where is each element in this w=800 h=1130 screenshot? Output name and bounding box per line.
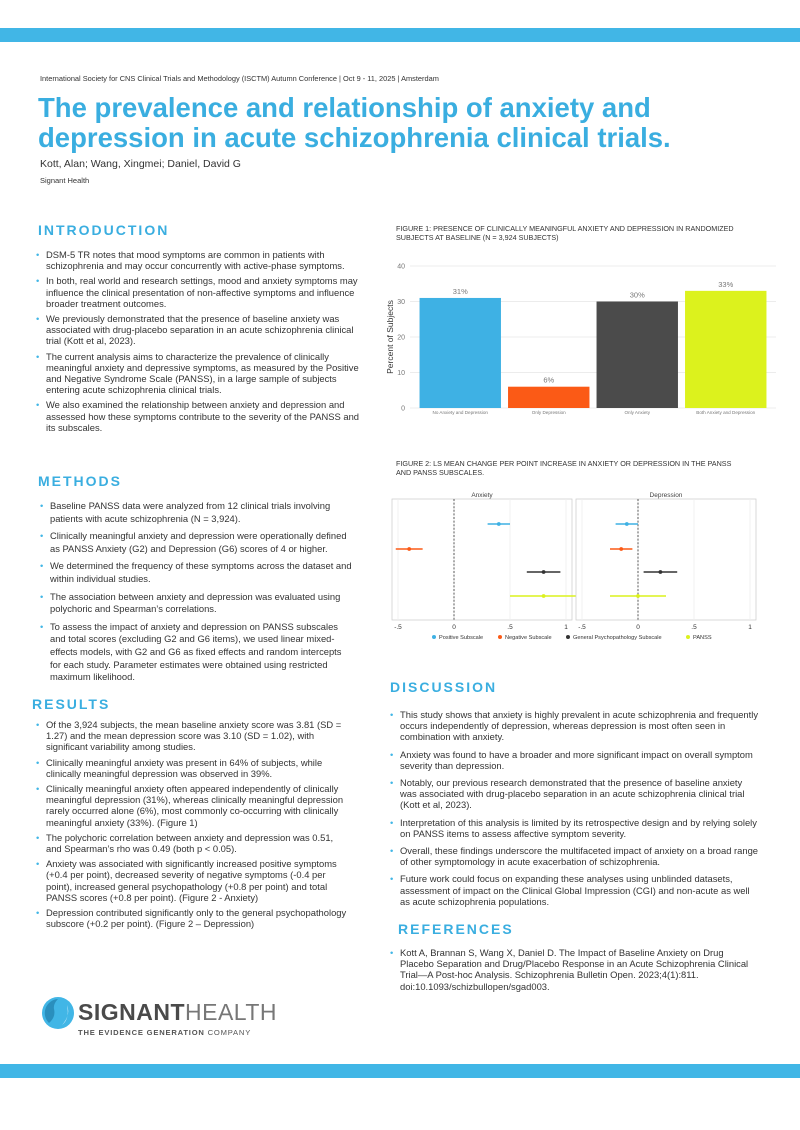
point-estimate xyxy=(636,594,640,598)
x-tick-label: 0 xyxy=(636,624,640,631)
logo-tagline xyxy=(78,1028,251,1037)
bar xyxy=(508,387,589,408)
y-axis-label: Percent of Subjects xyxy=(385,300,395,374)
references-list xyxy=(390,947,760,992)
x-tick-label: -.5 xyxy=(394,624,402,631)
list-item: • We also examined the relationship between anxiety and depression and assessed how these symptoms contribute to the severity of the PANSS and its subscales. xyxy=(36,399,368,433)
list-item: • Future work could focus on expanding these analyses using unblinded datasets, assessment of impact on the Clinical Global Impression (CGI) and non-acute as well as acute schizophrenia populations. xyxy=(390,873,760,907)
y-tick-label: 20 xyxy=(397,334,405,342)
panel-title: Depression xyxy=(649,492,683,499)
list-item: • Kott A, Brannan S, Wang X, Daniel D. The Impact of Baseline Anxiety on Drug Placebo Separation and Drug/Placebo Response in an Acute Schizophrenia Clinical Trial—A Post-hoc Analysis. Schizophrenia Bulletin Open. 2023;4(1):811. doi:10.1093/schizbullopen/sgad003. xyxy=(390,947,760,992)
top-accent-band xyxy=(0,28,800,42)
discussion-heading: DISCUSSION xyxy=(390,679,498,695)
list-item: • Depression contributed significantly only to the general psychopathology subscore (+0.2 per point). (Figure 2 – Depression) xyxy=(36,907,348,929)
x-tick-label: 1 xyxy=(748,624,752,631)
legend-swatch xyxy=(566,635,570,639)
x-tick-label: -.5 xyxy=(578,624,586,631)
point-estimate xyxy=(659,570,663,574)
list-item: • Clinically meaningful anxiety and depression were operationally defined as PANSS Anxiety (G2) and Depression (G6) scores of 4 or higher. xyxy=(40,530,352,555)
legend-label: Positive Subscale xyxy=(439,635,484,641)
x-tick-label: Only Depression xyxy=(531,410,566,415)
bar-value-label: 30% xyxy=(629,290,645,300)
list-item: • To assess the impact of anxiety and depression on PANSS subscales and total scores (excluding G2 and G6 items), we used linear mixed-effects models, with G2 and G6 as fixed effects and random intercepts for each study. Parameter estimates were obtained using restricted maximum likelihood. xyxy=(40,621,352,684)
y-tick-label: 0 xyxy=(401,405,405,413)
bar-value-label: 33% xyxy=(718,279,734,289)
figure1-caption-line-1: FIGURE 1: PRESENCE OF CLINICALLY MEANINGFUL ANXIETY AND DEPRESSION IN RANDOMIZED xyxy=(396,224,734,233)
x-tick-label: Both Anxiety and Depression xyxy=(696,410,756,415)
panel-frame xyxy=(576,499,756,620)
authors: Kott, Alan; Wang, Xingmei; Daniel, David G xyxy=(40,158,241,170)
title-line-1: The prevalence and relationship of anxiety and xyxy=(38,92,651,123)
bar-value-label: 31% xyxy=(452,286,468,296)
panel-frame xyxy=(392,499,572,620)
signant-logo xyxy=(40,995,300,1045)
legend-label: Negative Subscale xyxy=(505,635,552,641)
x-tick-label: No Anxiety and Depression xyxy=(432,410,488,415)
y-tick-label: 40 xyxy=(397,263,405,271)
panel-title: Anxiety xyxy=(471,492,493,499)
list-item: • Baseline PANSS data were analyzed from 12 clinical trials involving patients with acute schizophrenia (N = 3,924). xyxy=(40,500,352,525)
figure1-caption-line-2: SUBJECTS AT BASELINE (N = 3,924 SUBJECTS) xyxy=(396,233,559,243)
list-item: • We previously demonstrated that the presence of baseline anxiety was associated with drug-placebo separation in an acute schizophrenia clinical trial (Kott et al, 2023). xyxy=(36,313,368,347)
bar xyxy=(420,298,501,408)
x-tick-label: .5 xyxy=(507,624,513,631)
figure2-caption-line-1: FIGURE 2: LS MEAN CHANGE PER POINT INCREASE IN ANXIETY OR DEPRESSION IN THE PANSS xyxy=(396,459,732,468)
logo-tagline-light: COMPANY xyxy=(207,1028,252,1037)
y-tick-label: 30 xyxy=(397,299,405,306)
methods-heading: METHODS xyxy=(38,473,122,489)
figure2-caption-line-2: AND PANSS SUBSCALES. xyxy=(396,468,485,478)
x-tick-label: 1 xyxy=(564,624,568,631)
legend-label: PANSS xyxy=(693,635,712,641)
bottom-accent-band xyxy=(0,1064,800,1078)
list-item: • Anxiety was found to have a broader and more significant impact on overall symptom severity than depression. xyxy=(390,749,760,771)
affiliation: Signant Health xyxy=(40,176,90,185)
list-item: • Clinically meaningful anxiety was present in 64% of subjects, while clinically meaningful depression was observed in 39%. xyxy=(36,757,348,779)
x-tick-label: 0 xyxy=(452,624,456,631)
figure2-caption xyxy=(396,459,766,478)
list-item: • Overall, these findings underscore the multifaceted impact of anxiety on a broad range of other symptomology in acute exacerbation of schizophrenia. xyxy=(390,845,760,867)
references-heading: REFERENCES xyxy=(398,921,514,937)
poster-title xyxy=(38,93,778,153)
legend-swatch xyxy=(432,635,436,639)
x-tick-label: .5 xyxy=(691,624,697,631)
legend-swatch xyxy=(686,635,690,639)
bar xyxy=(685,291,766,408)
results-heading: RESULTS xyxy=(32,696,111,712)
logo-name-bold: SIGNANT xyxy=(78,999,185,1025)
point-estimate xyxy=(625,522,629,526)
list-item: • DSM-5 TR notes that mood symptoms are common in patients with schizophrenia and may occur concurrently with active-phase symptoms. xyxy=(36,249,368,271)
point-estimate xyxy=(542,570,546,574)
title-line-2: depression in acute schizophrenia clinical trials. xyxy=(38,122,671,153)
list-item: • The current analysis aims to characterize the prevalence of clinically meaningful anxiety and depressive symptoms, as measured by the Positive and Negative Syndrome Scale (PANSS), in a large sample of subjects entering acute schizophrenia clinical trials. xyxy=(36,351,368,396)
list-item: • This study shows that anxiety is highly prevalent in acute schizophrenia and frequently occurs independently of depression, whereas depression is most often seen in combination with anxiety. xyxy=(390,709,760,743)
bar xyxy=(597,302,678,409)
figure1-bar-chart xyxy=(384,256,784,426)
point-estimate xyxy=(407,547,411,551)
introduction-heading: INTRODUCTION xyxy=(38,222,170,238)
logo-name-light: HEALTH xyxy=(185,999,278,1025)
list-item: • The polychoric correlation between anxiety and depression was 0.51, and Spearman’s rho was 0.49 (both p < 0.05). xyxy=(36,832,348,854)
logo-wordmark xyxy=(78,999,277,1026)
signant-logo-icon xyxy=(40,995,76,1031)
point-estimate xyxy=(497,522,501,526)
y-tick-label: 10 xyxy=(397,370,405,377)
legend-swatch xyxy=(498,635,502,639)
discussion-list xyxy=(390,709,760,907)
list-item: • Interpretation of this analysis is limited by its retrospective design and by relying solely on PANSS items to assess affective symptom severity. xyxy=(390,817,760,839)
introduction-list xyxy=(36,249,368,433)
methods-list xyxy=(40,500,352,684)
conference-line: International Society for CNS Clinical Trials and Methodology (ISCTM) Autumn Conference | Oct 9 - 11, 2025 | Amsterdam xyxy=(40,74,439,83)
results-list xyxy=(36,719,348,929)
list-item: • We determined the frequency of these symptoms across the dataset and within individual studies. xyxy=(40,560,352,585)
point-estimate xyxy=(542,594,546,598)
x-tick-label: Only Anxiety xyxy=(624,410,651,415)
legend-label: General Psychopathology Subscale xyxy=(573,635,662,641)
bar-value-label: 6% xyxy=(543,375,555,385)
list-item: • Anxiety was associated with significantly increased positive symptoms (+0.4 per point), decreased severity of negative symptoms (-0.4 per point), increased general psychopathology (+0.8 per point) and total PANSS scores (+0.8 per point). (Figure 2 - Anxiety) xyxy=(36,858,348,903)
list-item: • Of the 3,924 subjects, the mean baseline anxiety score was 3.81 (SD = 1.27) and the mean depression score was 3.10 (SD = 1.02), with significant variability among studies. xyxy=(36,719,348,753)
list-item: • In both, real world and research settings, mood and anxiety symptoms may influence the clinical presentation of non-affective symptoms and influence broader treatment outcomes. xyxy=(36,275,368,309)
figure1-caption xyxy=(396,224,766,243)
logo-tagline-bold: THE EVIDENCE GENERATION xyxy=(78,1028,205,1037)
list-item: • Notably, our previous research demonstrated that the presence of baseline anxiety was associated with drug-placebo separation in an acute schizophrenia clinical trial (Kott et al, 2023). xyxy=(390,777,760,811)
point-estimate xyxy=(619,547,623,551)
figure2-forest-plot xyxy=(390,490,762,648)
list-item: • The association between anxiety and depression was evaluated using polychoric and Spearman’s correlations. xyxy=(40,591,352,616)
list-item: • Clinically meaningful anxiety often appeared independently of clinically meaningful depression (31%), whereas clinically meaningful depression rarely occurred alone (6%), most commonly co-occurring with clinically meaningful anxiety (33%). (Figure 1) xyxy=(36,783,348,828)
